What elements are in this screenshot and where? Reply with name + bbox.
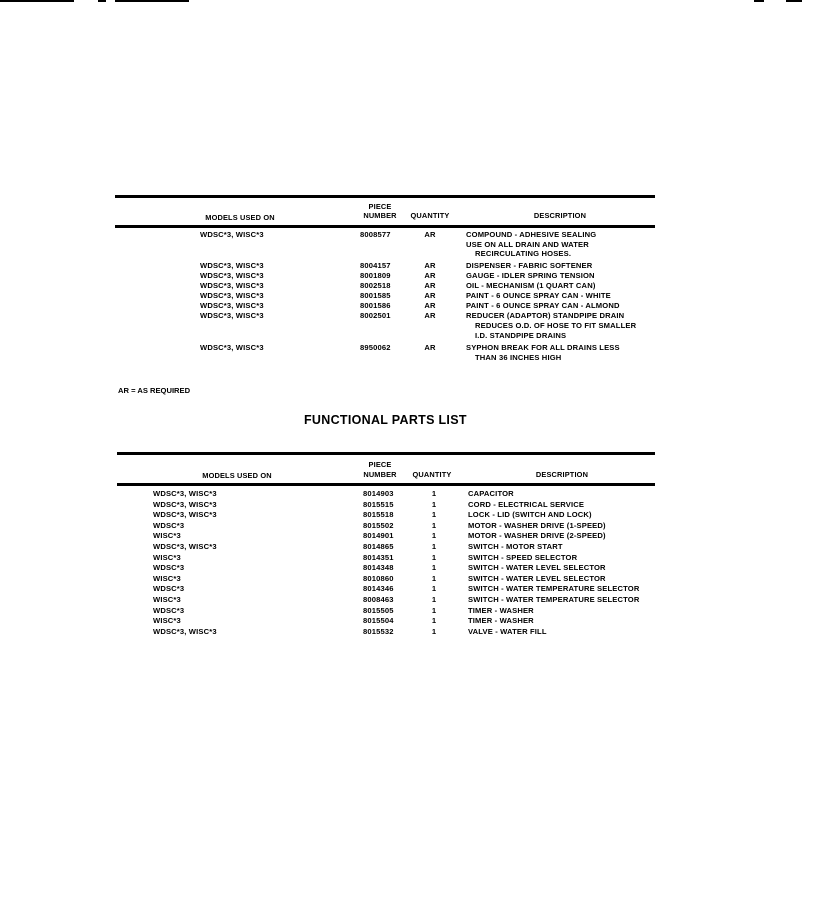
header-quantity: QUANTITY: [412, 470, 452, 479]
scan-mark: [0, 0, 74, 2]
models-cell: WDSC*3: [153, 563, 185, 573]
piece-number-cell: 8015502: [363, 520, 394, 530]
description-cell: USE ON ALL DRAIN AND WATER: [466, 240, 589, 249]
piece-number-cell: 8014903: [363, 489, 394, 498]
table-top-rule: [115, 195, 655, 198]
description-cell: RECIRCULATING HOSES.: [475, 249, 572, 258]
models-cell: WDSC*3, WISC*3: [153, 489, 217, 498]
description-cell: SWITCH - WATER LEVEL SELECTOR: [468, 563, 606, 573]
table-header-rule: [117, 483, 655, 486]
models-cell: WDSC*3: [153, 584, 185, 594]
functional-parts-table: [117, 450, 655, 645]
description-cell: SYPHON BREAK FOR ALL DRAINS LESS: [466, 343, 620, 352]
supplies-table: [115, 192, 655, 367]
piece-number-cell: 8014346: [363, 584, 394, 594]
description-cell: SWITCH - WATER TEMPERATURE SELECTOR: [468, 584, 640, 594]
piece-number-cell: 8014901: [363, 531, 394, 541]
description-cell: PAINT - 6 OUNCE SPRAY CAN - ALMOND: [466, 301, 620, 310]
models-cell: WDSC*3, WISC*3: [200, 261, 264, 270]
quantity-cell: AR: [424, 291, 436, 300]
quantity-cell: AR: [424, 301, 436, 310]
description-cell: GAUGE - IDLER SPRING TENSION: [466, 271, 595, 280]
scan-mark: [786, 0, 802, 2]
header-piece-top: PIECE: [368, 202, 392, 211]
piece-number-cell: 8015518: [363, 510, 394, 520]
description-cell: MOTOR - WASHER DRIVE (2-SPEED): [468, 531, 606, 541]
quantity-cell: AR: [424, 281, 436, 290]
header-piece-bottom: NUMBER: [363, 211, 397, 220]
quantity-cell: 1: [431, 489, 437, 498]
quantity-cell: 1: [431, 584, 437, 594]
header-models: MODELS USED ON: [205, 213, 275, 222]
description-cell: TIMER - WASHER: [468, 616, 534, 626]
quantity-cell: 1: [431, 499, 437, 509]
piece-number-cell: 8950062: [360, 343, 391, 352]
as-required-note: AR = AS REQUIRED: [118, 386, 191, 395]
models-cell: WDSC*3, WISC*3: [200, 311, 264, 320]
piece-number-cell: 8014348: [363, 563, 394, 573]
piece-number-cell: 8014351: [363, 552, 394, 562]
piece-number-cell: 8001809: [360, 271, 391, 280]
piece-number-cell: 8010860: [363, 573, 394, 583]
quantity-cell: 1: [431, 510, 437, 520]
description-cell: MOTOR - WASHER DRIVE (1-SPEED): [468, 520, 606, 530]
description-cell: VALVE - WATER FILL: [468, 626, 547, 636]
quantity-cell: 1: [431, 520, 437, 530]
quantity-cell: 1: [431, 626, 437, 636]
description-cell: OIL - MECHANISM (1 QUART CAN): [466, 281, 596, 290]
description-cell: SWITCH - WATER LEVEL SELECTOR: [468, 573, 606, 583]
models-cell: WDSC*3, WISC*3: [153, 542, 217, 551]
models-cell: WISC*3: [153, 595, 181, 604]
description-cell: I.D. STANDPIPE DRAINS: [475, 331, 567, 340]
header-piece-top: PIECE: [368, 460, 392, 469]
quantity-cell: 1: [431, 573, 437, 583]
scan-mark: [98, 0, 106, 2]
models-cell: WDSC*3, WISC*3: [200, 343, 264, 352]
piece-number-cell: 8014865: [363, 542, 394, 551]
description-cell: CAPACITOR: [468, 489, 514, 498]
scan-mark: [754, 0, 764, 2]
models-cell: WDSC*3, WISC*3: [200, 291, 264, 300]
quantity-cell: 1: [431, 605, 437, 615]
quantity-cell: AR: [424, 230, 436, 239]
description-cell: DISPENSER - FABRIC SOFTENER: [466, 261, 593, 270]
header-description: DESCRIPTION: [533, 211, 587, 220]
quantity-cell: 1: [431, 595, 437, 604]
description-cell: SWITCH - WATER TEMPERATURE SELECTOR: [468, 595, 640, 604]
description-cell: SWITCH - SPEED SELECTOR: [468, 552, 578, 562]
models-cell: WDSC*3, WISC*3: [200, 271, 264, 280]
table-top-rule: [117, 452, 655, 455]
quantity-cell: AR: [424, 261, 436, 270]
header-models: MODELS USED ON: [202, 471, 272, 480]
description-cell: LOCK - LID (SWITCH AND LOCK): [468, 510, 592, 520]
header-quantity: QUANTITY: [410, 211, 450, 220]
quantity-cell: AR: [424, 311, 436, 320]
piece-number-cell: 8008463: [363, 595, 394, 604]
section-title: FUNCTIONAL PARTS LIST: [304, 413, 467, 427]
header-description: DESCRIPTION: [535, 470, 589, 479]
description-cell: TIMER - WASHER: [468, 605, 534, 615]
models-cell: WDSC*3, WISC*3: [200, 230, 264, 239]
models-cell: WISC*3: [153, 552, 181, 562]
description-cell: REDUCES O.D. OF HOSE TO FIT SMALLER: [475, 321, 637, 330]
models-cell: WDSC*3, WISC*3: [153, 510, 217, 520]
description-cell: REDUCER (ADAPTOR) STANDPIPE DRAIN: [466, 311, 625, 320]
table-header-rule: [115, 225, 655, 228]
piece-number-cell: 8015532: [363, 626, 394, 636]
quantity-cell: 1: [431, 552, 437, 562]
models-cell: WDSC*3, WISC*3: [153, 626, 217, 636]
quantity-cell: AR: [424, 271, 436, 280]
header-piece-bottom: NUMBER: [363, 470, 397, 479]
piece-number-cell: 8015505: [363, 605, 394, 615]
piece-number-cell: 8015504: [363, 616, 394, 626]
scan-mark: [115, 0, 189, 2]
piece-number-cell: 8004157: [360, 261, 391, 270]
quantity-cell: 1: [431, 563, 437, 573]
piece-number-cell: 8002518: [360, 281, 391, 290]
piece-number-cell: 8001585: [360, 291, 391, 300]
quantity-cell: 1: [431, 531, 437, 541]
models-cell: WDSC*3, WISC*3: [153, 499, 217, 509]
description-cell: SWITCH - MOTOR START: [468, 542, 563, 551]
models-cell: WDSC*3: [153, 605, 185, 615]
quantity-cell: 1: [431, 542, 437, 551]
description-cell: PAINT - 6 OUNCE SPRAY CAN - WHITE: [466, 291, 611, 300]
models-cell: WISC*3: [153, 573, 181, 583]
quantity-cell: AR: [424, 343, 436, 352]
piece-number-cell: 8015515: [363, 499, 394, 509]
models-cell: WDSC*3, WISC*3: [200, 301, 264, 310]
piece-number-cell: 8001586: [360, 301, 391, 310]
piece-number-cell: 8008577: [360, 230, 391, 239]
description-cell: CORD - ELECTRICAL SERVICE: [468, 499, 585, 509]
models-cell: WDSC*3, WISC*3: [200, 281, 264, 290]
piece-number-cell: 8002501: [360, 311, 391, 320]
description-cell: THAN 36 INCHES HIGH: [475, 353, 562, 362]
models-cell: WISC*3: [153, 531, 181, 541]
models-cell: WISC*3: [153, 616, 181, 626]
quantity-cell: 1: [431, 616, 437, 626]
models-cell: WDSC*3: [153, 520, 185, 530]
description-cell: COMPOUND - ADHESIVE SEALING: [466, 230, 597, 239]
